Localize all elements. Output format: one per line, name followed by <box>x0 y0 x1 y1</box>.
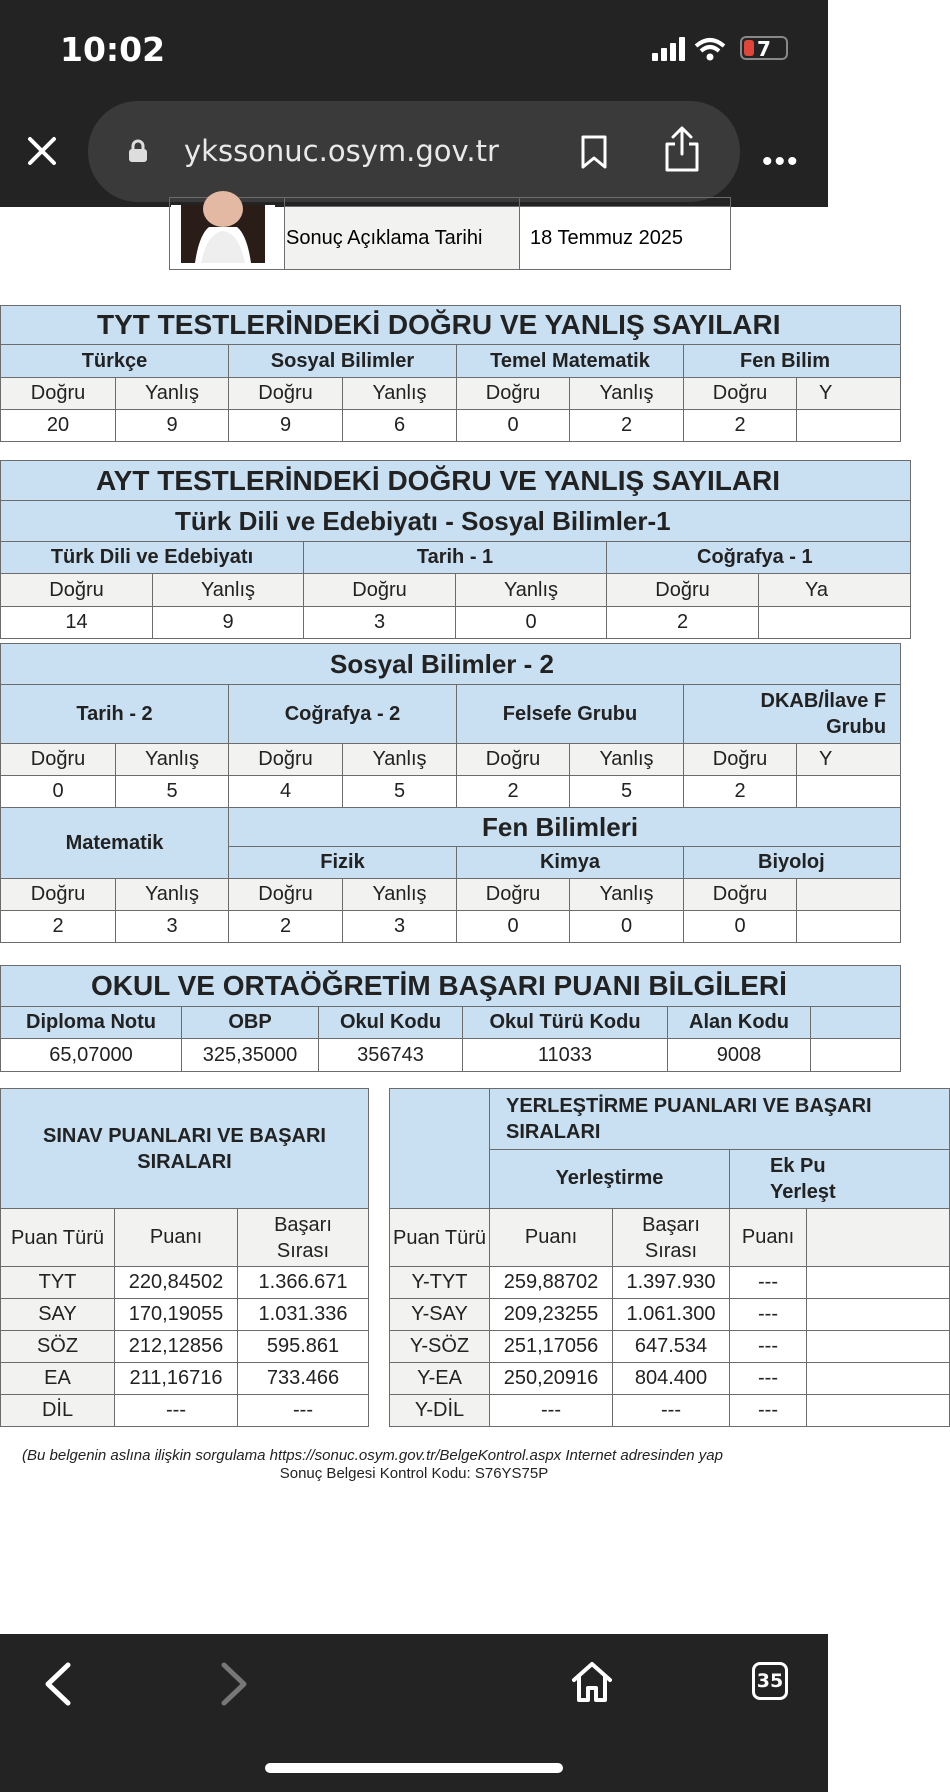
basari-sirasi: 733.466 <box>238 1363 369 1395</box>
home-indicator <box>265 1763 563 1773</box>
dogru-label: Doğru <box>1 879 116 911</box>
tyt-subject: Fen Bilim <box>684 345 901 378</box>
puan: 212,12856 <box>115 1331 238 1363</box>
signal-wifi-icons <box>652 36 732 62</box>
ayt-table <box>0 460 911 639</box>
yanlis-label: Yanlış <box>570 744 684 776</box>
ek-puan: --- <box>730 1299 807 1331</box>
ayt-title: AYT TESTLERİNDEKİ DOĞRU VE YANLIŞ SAYILARI <box>1 461 911 501</box>
puan: 209,23255 <box>490 1299 613 1331</box>
okul-header: Alan Kodu <box>668 1007 811 1039</box>
col-puani: Puanı <box>490 1209 613 1267</box>
puan: 259,88702 <box>490 1267 613 1299</box>
ayt-value: 2 <box>1 911 116 943</box>
dogru-label: Doğru <box>229 378 343 410</box>
puan-turu: Y-EA <box>390 1363 490 1395</box>
ayt-value: 3 <box>343 911 457 943</box>
verification-note: (Bu belgenin aslına ilişkin sorgulama https://sonuc.osym.gov.tr/BelgeKontrol.aspx Internet adresinden yap <box>22 1447 723 1464</box>
col-puan-turu: Puan Türü <box>390 1209 490 1267</box>
okul-header: Okul Türü Kodu <box>463 1007 668 1039</box>
basari-sirasi: 1.031.336 <box>238 1299 369 1331</box>
puan-turu: SAY <box>1 1299 115 1331</box>
dogru-label: Doğru <box>457 879 570 911</box>
ayt-value: 0 <box>684 911 797 943</box>
ayt-subject: Coğrafya - 1 <box>607 542 911 574</box>
ayt-value: 9 <box>153 607 304 639</box>
dogru-label: Doğru <box>304 574 456 607</box>
forward-icon[interactable] <box>218 1661 250 1707</box>
ayt-value: 14 <box>1 607 153 639</box>
url-text[interactable]: ykssonuc.osym.gov.tr <box>184 134 499 168</box>
puan: --- <box>115 1395 238 1427</box>
yanlis-label: Y <box>797 378 901 410</box>
col-basari-sirasi: Başarı Sırası <box>613 1209 730 1267</box>
col-puan-turu: Puan Türü <box>1 1209 115 1267</box>
col-puani: Puanı <box>115 1209 238 1267</box>
okul-header: Okul Kodu <box>319 1007 463 1039</box>
puan-turu: Y-TYT <box>390 1267 490 1299</box>
dogru-label: Doğru <box>1 744 116 776</box>
tyt-value: 9 <box>229 410 343 442</box>
puan-turu: TYT <box>1 1267 115 1299</box>
yerlestirme-subheader: Yerleştirme <box>490 1149 730 1209</box>
puan-turu: SÖZ <box>1 1331 115 1363</box>
ayt-section1-title: Türk Dili ve Edebiyatı - Sosyal Bilimler-1 <box>1 501 911 542</box>
basari-sirasi: 595.861 <box>238 1331 369 1363</box>
table-row <box>1 1395 369 1427</box>
ayt-value: 0 <box>457 911 570 943</box>
ayt-value: 4 <box>229 776 343 808</box>
table-row <box>1 1299 369 1331</box>
tyt-value: 20 <box>1 410 116 442</box>
puan-turu: Y-SAY <box>390 1299 490 1331</box>
tyt-value: 2 <box>570 410 684 442</box>
address-bar[interactable] <box>88 101 740 202</box>
dogru-label: Doğru <box>229 879 343 911</box>
ayt-value: 5 <box>116 776 229 808</box>
fen-subject: Kimya <box>457 847 684 879</box>
yanlis-label: Yanlış <box>116 744 229 776</box>
ayt-subject: Tarih - 1 <box>304 542 607 574</box>
okul-value: 9008 <box>668 1039 811 1072</box>
puan: 220,84502 <box>115 1267 238 1299</box>
basari-sirasi: 647.534 <box>613 1331 730 1363</box>
col-basari-sirasi: Başarı Sırası <box>238 1209 369 1267</box>
close-icon[interactable] <box>24 133 60 169</box>
table-row <box>390 1395 950 1427</box>
basari-sirasi: --- <box>238 1395 369 1427</box>
yanlis-label: Yanlış <box>456 574 607 607</box>
puan-turu: Y-DİL <box>390 1395 490 1427</box>
table-row <box>1 1363 369 1395</box>
ek-puan: --- <box>730 1363 807 1395</box>
ayt-value: 0 <box>570 911 684 943</box>
fen-bilimleri-header: Fen Bilimleri <box>229 808 901 847</box>
fen-subject: Fizik <box>229 847 457 879</box>
ek-puan-subheader: Ek Pu Yerleşt <box>730 1149 950 1209</box>
fen-subject: Biyoloj <box>684 847 901 879</box>
battery-level: 7 <box>757 37 771 61</box>
sinav-table <box>0 1088 369 1427</box>
dogru-label: Doğru <box>457 744 570 776</box>
ek-puan: --- <box>730 1331 807 1363</box>
dogru-label: Doğru <box>684 378 797 410</box>
share-icon[interactable] <box>663 124 701 174</box>
yanlis-label: Yanlış <box>116 378 229 410</box>
dogru-label: Doğru <box>1 378 116 410</box>
date-label: Sonuç Açıklama Tarihi <box>285 207 520 270</box>
bookmark-icon[interactable] <box>580 134 608 170</box>
basari-sirasi: --- <box>613 1395 730 1427</box>
puan: 170,19055 <box>115 1299 238 1331</box>
header-info-table <box>169 197 731 270</box>
control-code: Sonuç Belgesi Kontrol Kodu: S76YS75P <box>279 1465 549 1482</box>
tyt-table <box>0 305 901 442</box>
tyt-subject: Türkçe <box>1 345 229 378</box>
battery-icon <box>740 36 788 60</box>
more-options-icon[interactable]: ••• <box>762 145 800 178</box>
yanlis-label: Yanlış <box>153 574 304 607</box>
ayt-value: 5 <box>570 776 684 808</box>
ayt-value: 2 <box>684 776 797 808</box>
okul-value: 356743 <box>319 1039 463 1072</box>
yanlis-label: Y <box>797 744 901 776</box>
yanlis-label: Yanlış <box>343 744 457 776</box>
ayt-section2-title: Sosyal Bilimler - 2 <box>1 644 901 685</box>
ayt-subject: Coğrafya - 2 <box>229 685 457 744</box>
yerlestirme-table <box>389 1088 950 1427</box>
yanlis-label: Yanlış <box>570 378 684 410</box>
tabs-button[interactable] <box>752 1662 788 1700</box>
col-ek-puani: Puanı <box>730 1209 807 1267</box>
tyt-value: 0 <box>457 410 570 442</box>
basari-sirasi: 1.366.671 <box>238 1267 369 1299</box>
tab-count: 35 <box>756 1670 784 1692</box>
yerlestirme-title: YERLEŞTİRME PUANLARI VE BAŞARI SIRALARI <box>490 1089 950 1150</box>
ayt-value: 2 <box>607 607 759 639</box>
dogru-label: Doğru <box>684 744 797 776</box>
puan-turu: EA <box>1 1363 115 1395</box>
page-content <box>0 207 887 1634</box>
dogru-label: Doğru <box>607 574 759 607</box>
yanlis-label: Yanlış <box>116 879 229 911</box>
date-value: 18 Temmuz 2025 <box>520 207 731 270</box>
okul-value: 65,07000 <box>1 1039 182 1072</box>
table-row <box>390 1299 950 1331</box>
puan: --- <box>490 1395 613 1427</box>
ayt-subject: Felsefe Grubu <box>457 685 684 744</box>
ayt-value: 0 <box>1 776 116 808</box>
basari-sirasi: 1.397.930 <box>613 1267 730 1299</box>
table-row <box>390 1331 950 1363</box>
okul-header: OBP <box>182 1007 319 1039</box>
dogru-label: Doğru <box>229 744 343 776</box>
candidate-photo <box>171 205 275 263</box>
basari-sirasi: 804.400 <box>613 1363 730 1395</box>
dogru-label: Doğru <box>1 574 153 607</box>
table-row <box>1 1267 369 1299</box>
ayt-value: 0 <box>456 607 607 639</box>
puan-turu: DİL <box>1 1395 115 1427</box>
puan-turu: Y-SÖZ <box>390 1331 490 1363</box>
okul-value: 325,35000 <box>182 1039 319 1072</box>
puan: 211,16716 <box>115 1363 238 1395</box>
yanlis-label: Yanlış <box>570 879 684 911</box>
lock-icon <box>128 139 148 163</box>
ayt-value: 2 <box>457 776 570 808</box>
okul-value: 11033 <box>463 1039 668 1072</box>
basari-sirasi: 1.061.300 <box>613 1299 730 1331</box>
ek-puan: --- <box>730 1395 807 1427</box>
okul-header: Diploma Notu <box>1 1007 182 1039</box>
tyt-value: 2 <box>684 410 797 442</box>
yanlis-label: Yanlış <box>343 378 457 410</box>
table-row <box>1 1331 369 1363</box>
ayt-subject: Türk Dili ve Edebiyatı <box>1 542 304 574</box>
ayt-subject: DKAB/İlave F Grubu <box>684 685 901 744</box>
tyt-title: TYT TESTLERİNDEKİ DOĞRU VE YANLIŞ SAYILARI <box>1 306 901 345</box>
sinav-title: SINAV PUANLARI VE BAŞARI SIRALARI <box>1 1089 369 1209</box>
okul-table <box>0 965 901 1072</box>
table-row <box>390 1363 950 1395</box>
ayt-value: 3 <box>116 911 229 943</box>
ek-puan: --- <box>730 1267 807 1299</box>
puan: 250,20916 <box>490 1363 613 1395</box>
ayt-subject: Tarih - 2 <box>1 685 229 744</box>
tyt-value: 6 <box>343 410 457 442</box>
browser-top-bar <box>0 0 828 207</box>
ayt-value: 2 <box>229 911 343 943</box>
table-row <box>390 1267 950 1299</box>
tyt-value: 9 <box>116 410 229 442</box>
okul-title: OKUL VE ORTAÖĞRETİM BAŞARI PUANI BİLGİLERİ <box>1 966 901 1007</box>
home-icon[interactable] <box>570 1660 614 1704</box>
ayt-value: 5 <box>343 776 457 808</box>
matematik-header: Matematik <box>1 808 229 879</box>
tyt-subject: Sosyal Bilimler <box>229 345 457 378</box>
status-time: 10:02 <box>60 30 166 69</box>
tyt-subject: Temel Matematik <box>457 345 684 378</box>
puan: 251,17056 <box>490 1331 613 1363</box>
dogru-label: Doğru <box>457 378 570 410</box>
ayt-section2-table <box>0 643 901 943</box>
yanlis-label: Ya <box>759 574 911 607</box>
yanlis-label: Yanlış <box>343 879 457 911</box>
ayt-value: 3 <box>304 607 456 639</box>
dogru-label: Doğru <box>684 879 797 911</box>
back-icon[interactable] <box>42 1661 74 1707</box>
